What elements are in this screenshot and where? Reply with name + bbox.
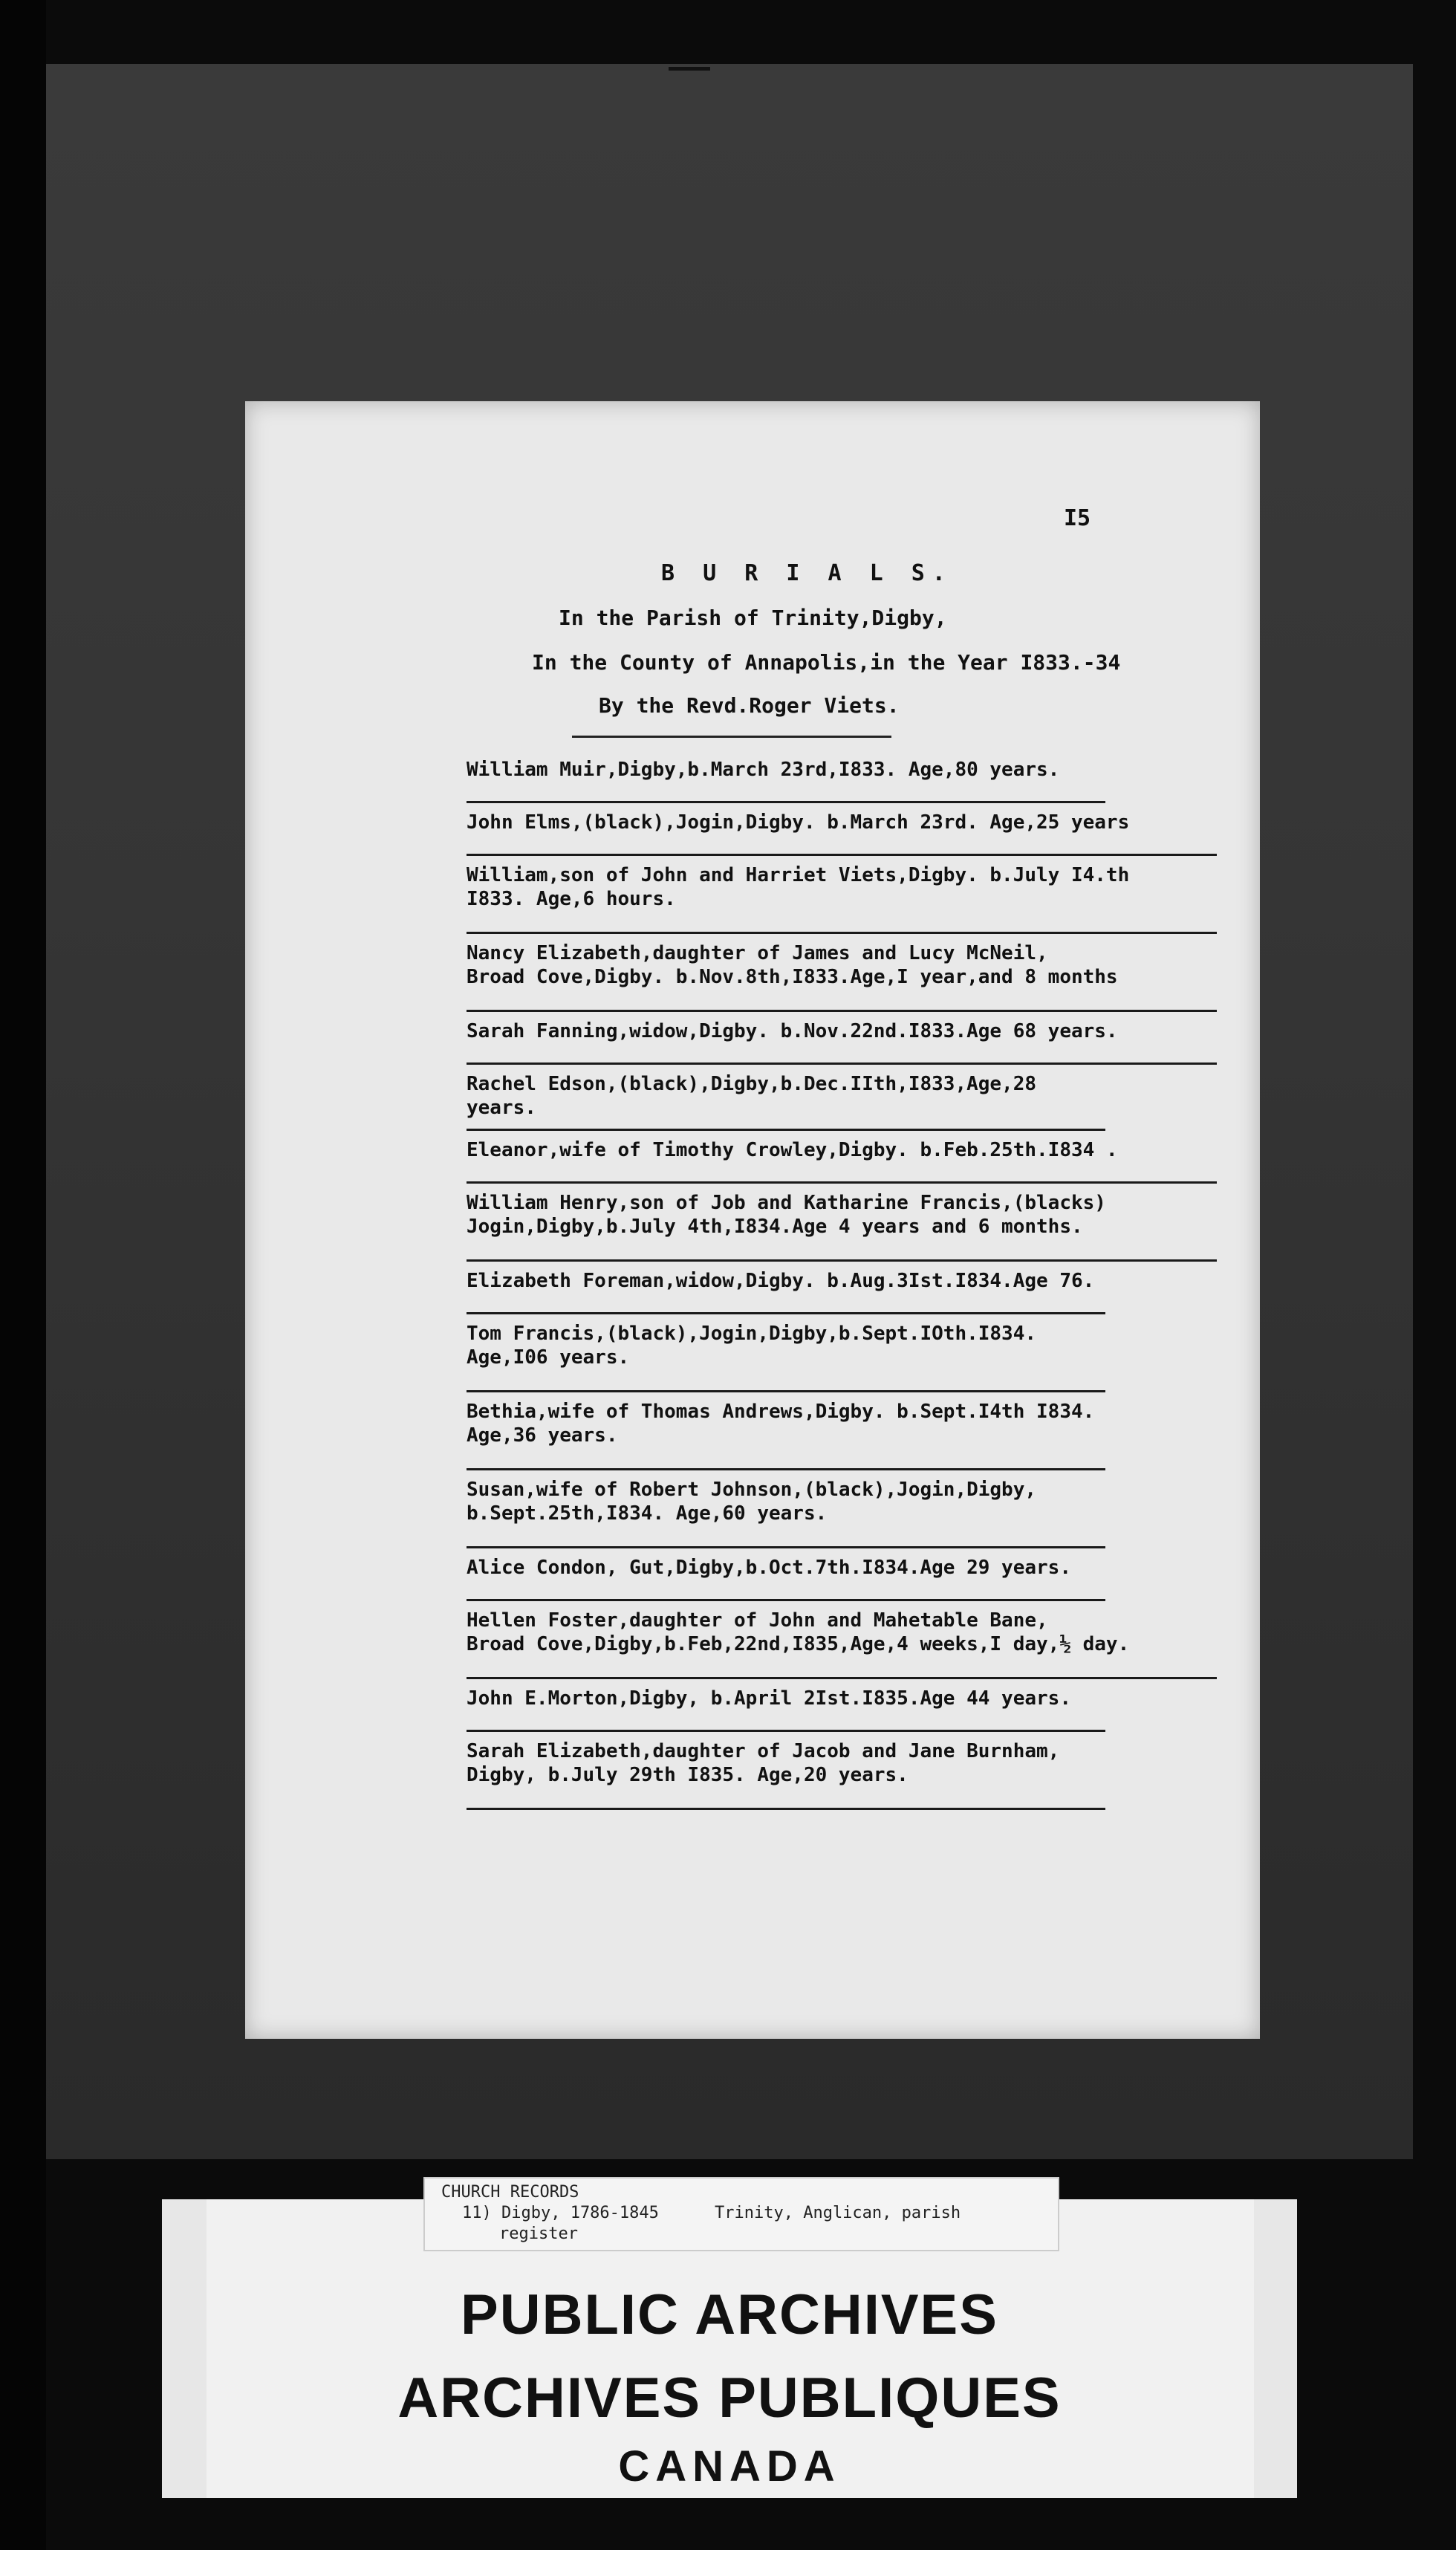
burial-entry: Hellen Foster,daughter of John and Mahetable Bane, Broad Cove,Digby,b.Feb,22nd,I835,Age,4 weeks,I day,½ day. [467, 1601, 1217, 1679]
header-parish: In the Parish of Trinity,Digby, [559, 606, 947, 630]
burial-entry: Alice Condon, Gut,Digby,b.Oct.7th.I834.Age 29 years. [467, 1548, 1105, 1601]
burial-entries [467, 750, 1217, 1810]
header-minister: By the Revd.Roger Viets. [599, 693, 900, 718]
header-divider [572, 736, 891, 738]
collection-label [423, 2177, 1059, 2251]
label-description-cont: register [499, 2225, 578, 2243]
burial-entry: Bethia,wife of Thomas Andrews,Digby. b.Sept.I4th I834. Age,36 years. [467, 1392, 1105, 1470]
scan-mark [669, 67, 710, 71]
burial-entry: Rachel Edson,(black),Digby,b.Dec.IIth,I833,Age,28 years. [467, 1065, 1105, 1131]
burial-entry: John Elms,(black),Jogin,Digby. b.March 23rd. Age,25 years [467, 803, 1217, 856]
burial-entry: William,son of John and Harriet Viets,Digby. b.July I4.th I833. Age,6 hours. [467, 856, 1217, 934]
page-number: I5 [1064, 505, 1091, 531]
archive-country: CANADA [618, 2442, 841, 2491]
label-description: Trinity, Anglican, parish [715, 2204, 961, 2222]
burial-entry: William Henry,son of Job and Katharine Francis,(blacks) Jogin,Digby,b.July 4th,I834.Age 4 years and 6 months. [467, 1184, 1217, 1262]
archive-name-en: PUBLIC ARCHIVES [461, 2283, 998, 2346]
burial-entry: John E.Morton,Digby, b.April 2Ist.I835.Age 44 years. [467, 1679, 1105, 1732]
burial-entry: Nancy Elizabeth,daughter of James and Lucy McNeil, Broad Cove,Digby. b.Nov.8th,I833.Age,I year,and 8 months [467, 934, 1217, 1012]
burial-entry: William Muir,Digby,b.March 23rd,I833. Age,80 years. [467, 750, 1105, 803]
page-title: B U R I A L S. [661, 560, 953, 586]
archive-name-fr: ARCHIVES PUBLIQUES [397, 2366, 1062, 2430]
header-county: In the County of Annapolis,in the Year I833.-34 [532, 650, 1121, 675]
burial-entry: Sarah Elizabeth,daughter of Jacob and Jane Burnham, Digby, b.July 29th I835. Age,20 years. [467, 1732, 1105, 1810]
burial-entry: Susan,wife of Robert Johnson,(black),Jogin,Digby, b.Sept.25th,I834. Age,60 years. [467, 1470, 1105, 1548]
scan-border [0, 0, 46, 2550]
burial-entry: Elizabeth Foreman,widow,Digby. b.Aug.3Ist.I834.Age 76. [467, 1262, 1105, 1314]
label-item: 11) Digby, 1786-1845 [462, 2204, 659, 2222]
burial-entry: Eleanor,wife of Timothy Crowley,Digby. b.Feb.25th.I834 . [467, 1131, 1217, 1184]
burial-entry: Tom Francis,(black),Jogin,Digby,b.Sept.IOth.I834. Age,I06 years. [467, 1314, 1105, 1392]
label-series: CHURCH RECORDS [441, 2183, 579, 2202]
burial-entry: Sarah Fanning,widow,Digby. b.Nov.22nd.I833.Age 68 years. [467, 1012, 1217, 1065]
